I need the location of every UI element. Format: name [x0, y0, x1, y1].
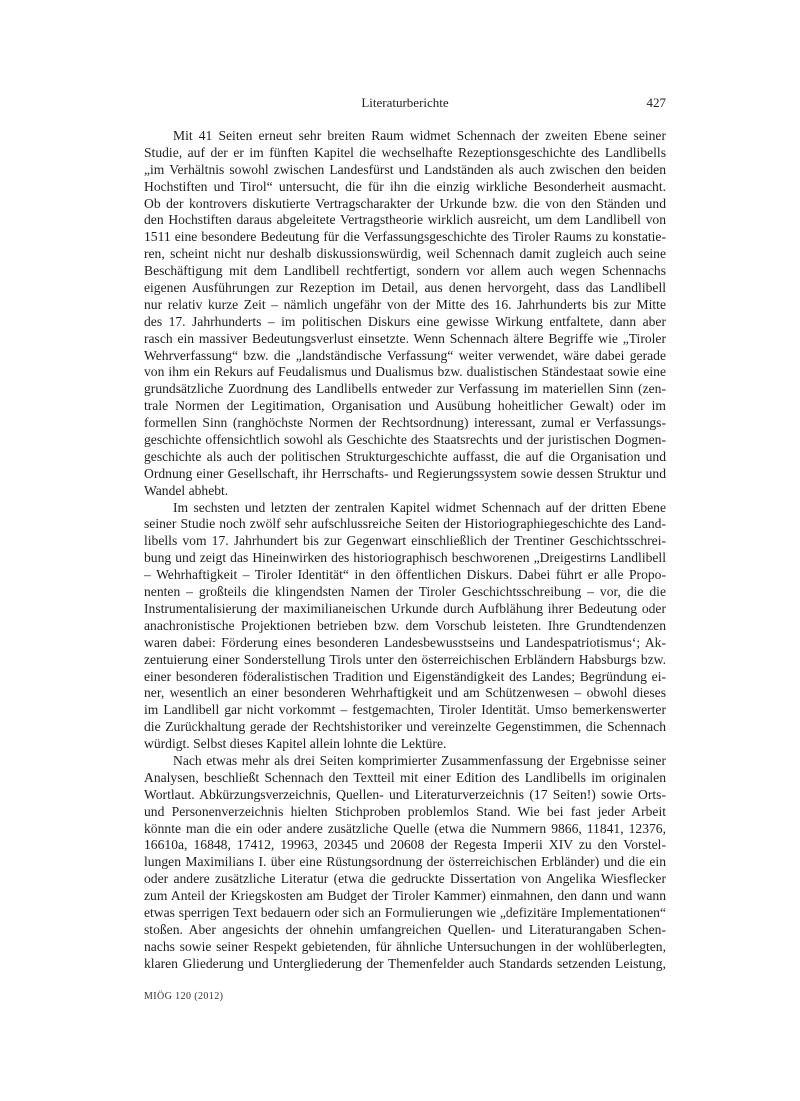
text-line: eigenen Ausführungen zur Rezeption im Detail, aus denen hervorgeht, dass das Landlibell [144, 280, 666, 296]
text-line: lungen Maximilians I. über eine Rüstungsordnung der österreichischen Erbländer) und die ein [144, 854, 666, 870]
text-line: trale Normen der Legitimation, Organisation und Ausübung hoheitlicher Gewalt) oder im [144, 398, 666, 414]
page-header [144, 94, 666, 112]
text-line: könnte man die ein oder andere zusätzliche Quelle (etwa die Nummern 9866, 11841, 12376, [144, 820, 666, 836]
paragraph [144, 753, 666, 973]
text-line: Studie, auf der er im fünften Kapitel die wechselhafte Rezeptionsgeschichte des Landlibells [144, 144, 666, 160]
text-line: seiner Studie noch zwölf sehr aufschlussreiche Seiten der Historiographiegeschichte des Land- [144, 516, 666, 532]
text-line: nachs sowie seiner Respekt gebietenden, für ähnliche Untersuchungen in der wohlüberlegten, [144, 938, 666, 954]
text-line: Hochstiften und Tirol“ untersucht, die für ihn die einzig wirkliche Besonderheit ausmacht. [144, 178, 666, 194]
journal-footer: MIÖG 120 (2012) [144, 991, 224, 1002]
text-line: würdigt. Selbst dieses Kapitel allein lohnte die Lektüre. [144, 736, 447, 752]
text-line: ren, scheint nicht nur deshalb diskussionswürdig, weil Schennach damit zugleich auch seine [144, 246, 666, 262]
text-line: von ihm ein Rekurs auf Feudalismus und Dualismus bzw. dualistischen Ständestaat sowie eine [144, 364, 666, 380]
text-line: nenten – großteils die klingendsten Namen der Tiroler Geschichtsschreibung – vor, die die [144, 584, 666, 600]
text-line: libells vom 17. Jahrhundert bis zur Gegenwart einschließlich der Trentiner Geschichtsschrei- [144, 533, 666, 549]
text-line: im Landlibell gar nicht vorkommt – festgemachten, Tiroler Identität. Umso bemerkenswerter [144, 702, 666, 718]
text-line: die Zurückhaltung gerade der Rechtshistoriker und vereinzelte Gegenstimmen, die Schennach [144, 719, 666, 735]
text-line: geschichte offensichtlich sowohl als Geschichte des Staatsrechts und der juristischen Dogmen- [144, 432, 666, 448]
text-line: 16610a, 16848, 17412, 19963, 20345 und 20608 der Regesta Imperii XIV zu den Vorstel- [144, 837, 666, 853]
text-line: Ordnung einer Gesellschaft, ihr Herrschafts- und Regierungssystem sowie dessen Struktur und [144, 465, 666, 481]
text-line: „im Verhältnis sowohl zwischen Landesfürst und Landständen als auch zwischen den beiden [144, 161, 666, 177]
paragraph [144, 500, 666, 753]
text-line: einer besonderen föderalistischen Tradition und Eigenständigkeit des Landes; Begründung ei- [144, 668, 666, 684]
text-line: Im sechsten und letzten der zentralen Kapitel widmet Schennach auf der dritten Ebene [173, 499, 666, 515]
text-line: – Wehrhaftigkeit – Tiroler Identität“ in den öffentlichen Diskurs. Dabei führt er alle Propo- [144, 567, 666, 583]
text-line: ner, wesentlich an einer besonderen Wehrhaftigkeit und am Schützenwesen – obwohl dieses [144, 685, 666, 701]
text-line: grundsätzliche Zuordnung des Landlibells entweder zur Verfassung im materiellen Sinn (zen- [144, 381, 666, 397]
running-title: Literaturberichte [361, 95, 449, 110]
text-line: Wandel abhebt. [144, 482, 229, 498]
text-line: und Personenverzeichnis hielten Stichproben problemlos Stand. Wie bei fast jeder Arbeit [144, 803, 666, 819]
text-line: nur relativ kurze Zeit – nämlich ungefähr von der Mitte des 16. Jahrhunderts bis zur Mitte [144, 296, 666, 312]
text-line: geschichte als auch der politischen Strukturgeschichte auffasst, die auf die Organisation und [144, 448, 666, 464]
text-line: Wortlaut. Abkürzungsverzeichnis, Quellen- und Literaturverzeichnis (17 Seiten!) sowie Orts- [144, 786, 666, 802]
text-line: Ob der kontrovers diskutierte Vertragscharakter der Urkunde bzw. die von den Ständen und [144, 195, 666, 211]
text-line: Beschäftigung mit dem Landlibell rechtfertigt, sondern vor allem auch wegen Schennachs [144, 263, 666, 279]
text-line: rasch ein massiver Bedeutungsverlust einsetzte. Wenn Schennach ältere Begriffe wie „Tiroler [144, 330, 666, 346]
text-line: bung und zeigt das Hineinwirken des historiographisch beschworenen „Dreigestirns Landlibell [144, 550, 666, 566]
text-line: den Hochstiften daraus abgeleitete Vertragstheorie wirklich ausreicht, um dem Landlibell von [144, 212, 666, 228]
text-line: oder andere zusätzliche Literatur (etwa die gedruckte Dissertation von Angelika Wiesflecker [144, 871, 666, 887]
text-line: Wehrverfassung“ bzw. die „landständische Verfassung“ weiter verwendet, wäre dabei gerade [144, 347, 666, 363]
page-number: 427 [646, 95, 666, 110]
paragraph [144, 128, 666, 500]
text-line: Mit 41 Seiten erneut sehr breiten Raum widmet Schennach der zweiten Ebene seiner [173, 128, 666, 143]
text-line: Nach etwas mehr als drei Seiten komprimierter Zusammenfassung der Ergebnisse seiner [173, 752, 666, 768]
text-line: 1511 eine besondere Bedeutung für die Verfassungsgeschichte des Tiroler Raums zu konstatie- [144, 229, 666, 245]
text-line: zentuierung einer Sonderstellung Tirols unter den österreichischen Erbländern Habsburgs bzw. [144, 651, 666, 667]
text-line: waren dabei: Förderung eines besonderen Landesbewusstseins und Landespatriotismus‘; Ak- [144, 634, 666, 650]
text-line: formellen Sinn (ranghöchste Normen der Rechtsordnung) interessant, zumal er Verfassungs- [144, 415, 666, 431]
text-line: des 17. Jahrhunderts – im politischen Diskurs eine gewisse Wirkung entfaltete, dann aber [144, 313, 666, 329]
text-line: etwas sperrigen Text bedauern oder sich an Formulierungen wie „defizitäre Implementationen“ [144, 904, 666, 920]
text-line: klaren Gliederung und Untergliederung der Themenfelder auch Standards setzenden Leistung, [144, 955, 666, 971]
text-line: Instrumentalisierung der maximilianeischen Urkunde durch Aufblähung ihrer Bedeutung oder [144, 600, 666, 616]
text-line: zum Anteil der Kriegskosten am Budget der Tiroler Kammer) einmahnen, den dann und wann [144, 888, 666, 904]
article-body [144, 128, 666, 973]
text-line: Analysen, beschließt Schennach den Textteil mit einer Edition des Landlibells im originalen [144, 769, 666, 785]
text-line: anachronistische Projektionen betrieben bzw. dem Vorschub leisteten. Ihre Grundtendenzen [144, 617, 666, 633]
text-line: stoßen. Aber angesichts der ohnehin umfangreichen Quellen- und Literaturangaben Schen- [144, 921, 666, 937]
